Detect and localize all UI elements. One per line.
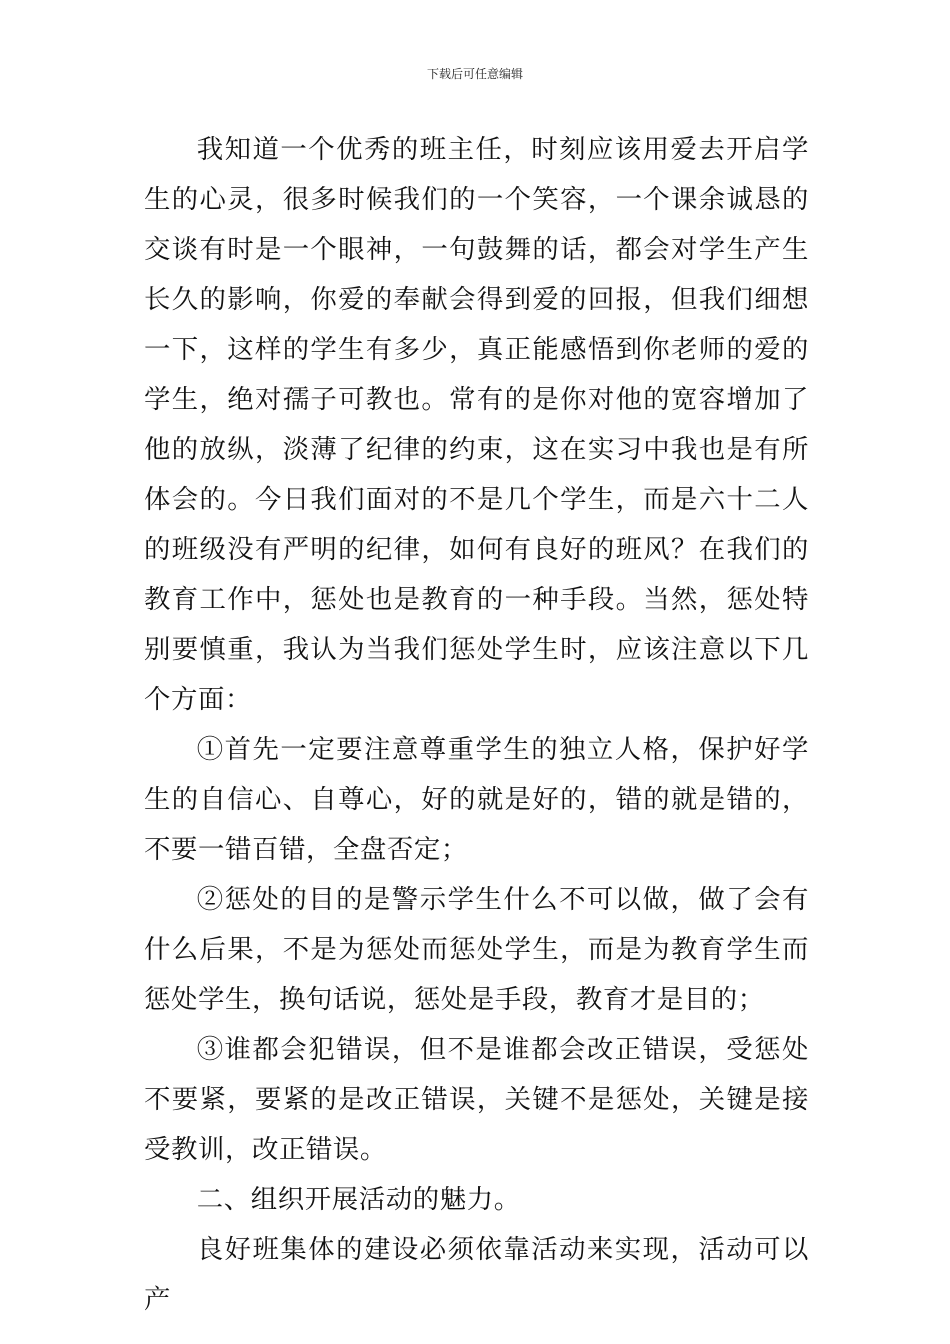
paragraph-point-3: ③谁都会犯错误，但不是谁都会改正错误，受惩处不要紧，要紧的是改正错误，关键不是惩处，关键是接受教训，改正错误。: [144, 1034, 809, 1165]
paragraph-activities: 良好班集体的建设必须依靠活动来实现，活动可以产: [144, 1234, 809, 1315]
paragraph-point-1: ①首先一定要注意尊重学生的独立人格，保护好学生的自信心、自尊心，好的就是好的，错的就是错的，不要一错百错，全盘否定；: [144, 734, 809, 865]
section-heading: 二、组织开展活动的魅力。: [196, 1184, 521, 1215]
document-body: [144, 125, 809, 1325]
paragraph-intro: 我知道一个优秀的班主任，时刻应该用爱去开启学生的心灵，很多时候我们的一个笑容，一个课余诚恳的交谈有时是一个眼神，一句鼓舞的话，都会对学生产生长久的影响，你爱的奉献会得到爱的回报，但我们细想一下，这样的学生有多少，真正能感悟到你老师的爱的学生，绝对孺子可教也。常有的是你对他的宽容增加了他的放纵，淡薄了纪律的约束，这在实习中我也是有所体会的。今日我们面对的不是几个学生，而是六十二人的班级没有严明的纪律，如何有良好的班风？在我们的教育工作中，惩处也是教育的一种手段。当然，惩处特别要慎重，我认为当我们惩处学生时，应该注意以下几个方面：: [144, 134, 809, 715]
paragraph-point-2: ②惩处的目的是警示学生什么不可以做，做了会有什么后果，不是为惩处而惩处学生，而是为教育学生而惩处学生，换句话说，惩处是手段，教育才是目的；: [144, 884, 809, 1015]
page-header: 下载后可任意编辑: [426, 67, 523, 81]
